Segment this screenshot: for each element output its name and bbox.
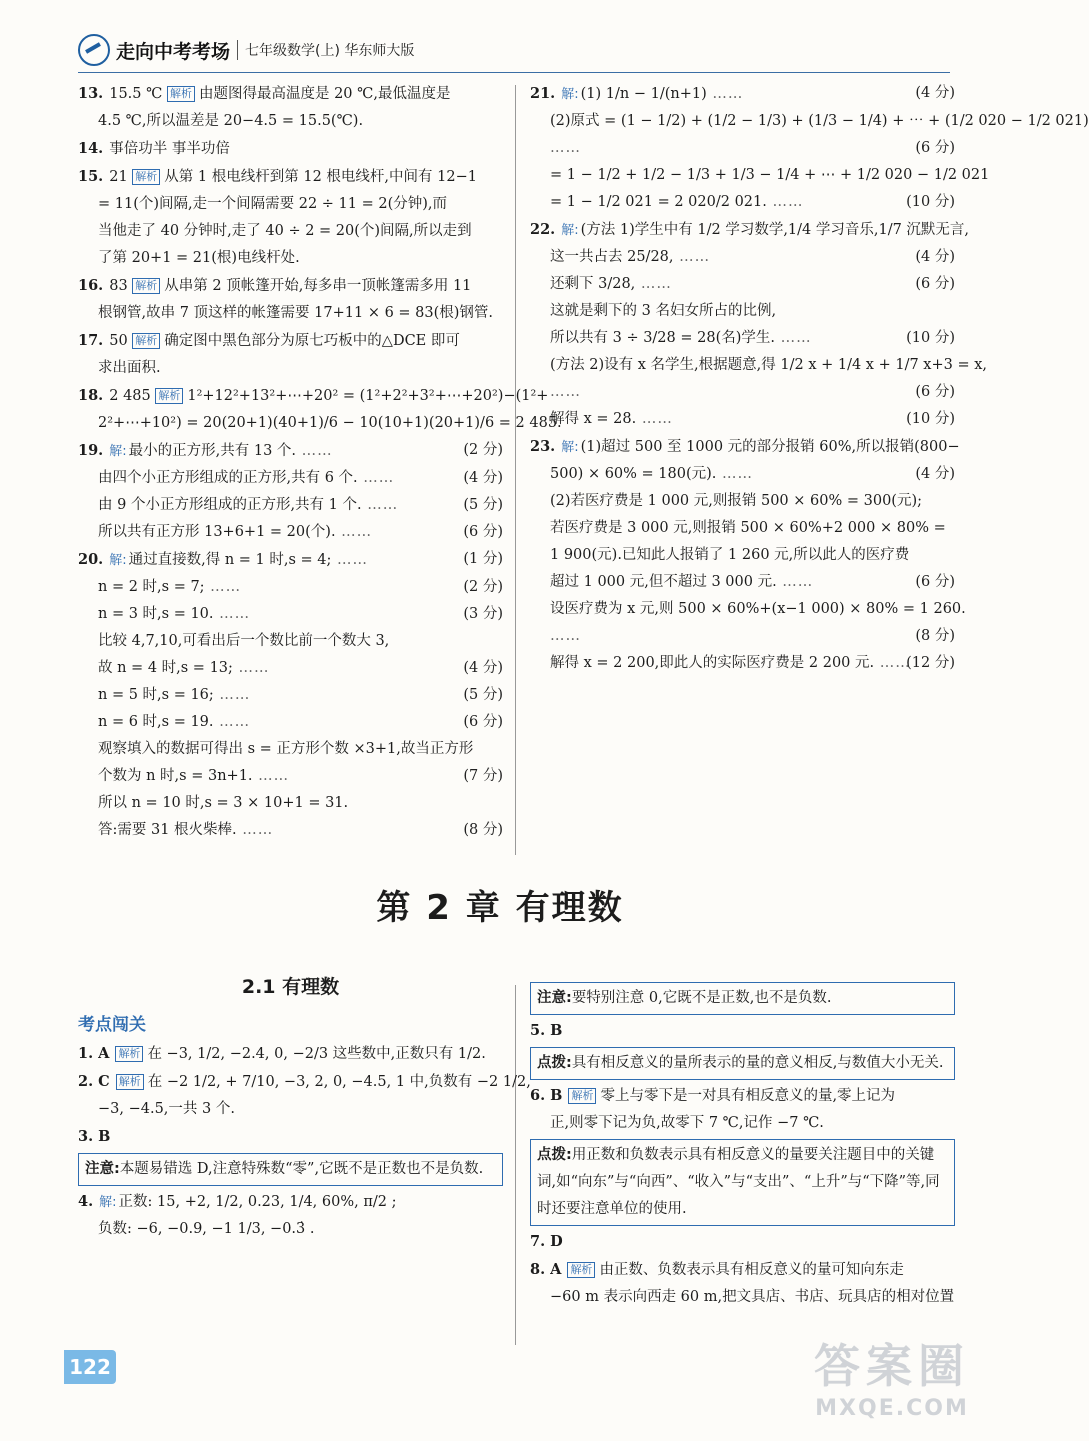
answer-line [78, 736, 503, 763]
answer-line [78, 1123, 503, 1151]
note-box [530, 982, 955, 1015]
answer-text: 2²+⋯+10²) = 20(20+1)(40+1)/6 − 10(10+1)(20+1)/6 = 2 485. [98, 415, 562, 431]
note-box [78, 1153, 503, 1186]
question-number: 3. B [78, 1128, 111, 1145]
score-label: (8 分) [915, 628, 955, 644]
leader-dots: …… [673, 249, 711, 265]
score-label: (3 分) [463, 606, 503, 622]
leader-dots: …… [716, 466, 754, 482]
score-label: (6 分) [463, 524, 503, 540]
answer-text: (2)若医疗费是 1 000 元,则报销 500 × 60% = 300(元); [550, 493, 923, 509]
column-divider-lower [515, 985, 516, 1345]
answer-line [78, 410, 562, 437]
answer-text: 设医疗费为 x 元,则 500 × 60%+(x−1 000) × 80% = 1 260. [550, 601, 966, 617]
answer-line [78, 300, 503, 327]
score-label: (4 分) [463, 470, 503, 486]
analysis-tag: 解析 [116, 1074, 144, 1090]
answer-text: 这一共占去 25/28, [550, 249, 674, 265]
question-number: 8. A [530, 1261, 562, 1278]
leader-dots: …… [776, 574, 814, 590]
question-number: 23. [530, 438, 556, 455]
answer-text: 4.5 ℃,所以温差是 20−4.5 = 15.5(℃). [98, 113, 364, 129]
answer-line [530, 406, 955, 433]
note-label: 注意: [537, 990, 572, 1006]
answer-line [78, 437, 503, 465]
score-label: (2 分) [463, 442, 503, 458]
answer-line [530, 325, 955, 352]
leader-dots: …… [550, 140, 581, 156]
answer-line [78, 763, 503, 790]
answer-text: 由 9 个小正方形组成的正方形,共有 1 个. [98, 497, 362, 513]
answer-line [530, 271, 955, 298]
answer-text: 1 900(元).已知此人报销了 1 260 元,所以此人的医疗费 [550, 547, 910, 563]
answer-line [78, 327, 503, 355]
analysis-tag: 解析 [132, 278, 160, 294]
answer-line [78, 163, 503, 191]
answer-line [530, 108, 1089, 135]
answer-text: = 1 − 1/2 + 1/2 − 1/3 + 1/3 − 1/4 + ⋯ + 1/2 020 − 1/2 021 [550, 167, 990, 183]
leader-dots: …… [766, 194, 804, 210]
watermark-logo [814, 1330, 970, 1421]
leader-dots: …… [331, 552, 369, 568]
note-text: 用正数和负数表示具有相反意义的量要关注题目中的关键词,如“向东”与“向西”、“收入”与“支出”、“上升”与“下降”等,同时还要注意单位的使用. [537, 1147, 940, 1217]
header-rule [78, 72, 950, 73]
leader-dots: …… [706, 86, 744, 102]
answer-line [78, 519, 503, 546]
score-label: (4 分) [915, 466, 955, 482]
answer-text: 最小的正方形,共有 13 个. [128, 443, 297, 459]
leader-dots: …… [775, 330, 812, 346]
answer-line [78, 655, 503, 682]
leader-dots: …… [213, 714, 251, 730]
answer-line [530, 569, 955, 596]
score-label: (6 分) [463, 714, 503, 730]
question-number: 2. C [78, 1073, 110, 1090]
answer-line [78, 135, 503, 163]
answer-line [530, 1110, 955, 1137]
answer-line [78, 601, 503, 628]
question-number: 14. [78, 140, 104, 157]
answer-text: (1) 1/n − 1/(n+1) [580, 86, 707, 102]
answer-text: 500) × 60% = 180(元). [550, 466, 717, 482]
question-number: 22. [530, 221, 556, 238]
answer-text-rest: 1²+12²+13²+⋯+20² = (1²+2²+3²+⋯+20²)−(1²+ [187, 388, 549, 404]
analysis-tag: 解析 [132, 333, 160, 349]
answer-line [78, 1040, 503, 1068]
solution-label: 解: [109, 553, 127, 568]
answer-line [78, 790, 503, 817]
answer-line [78, 709, 503, 736]
answer-line [530, 352, 988, 379]
answer-line [530, 515, 955, 542]
score-label: (6 分) [915, 140, 955, 156]
answer-text: 解得 x = 28. [550, 411, 637, 427]
score-label: (1 分) [463, 551, 503, 567]
answer-text: 所以共有正方形 13+6+1 = 20(个). [98, 524, 336, 540]
note-box [530, 1139, 955, 1226]
note-text: 具有相反意义的量所表示的量的意义相反,与数值大小无关. [571, 1055, 944, 1071]
column-divider [515, 85, 516, 855]
kaodian-heading: 考点闯关 [78, 1015, 146, 1035]
answers-left-column [78, 80, 562, 844]
answer-line [530, 135, 955, 162]
question-number: 1. A [78, 1045, 110, 1062]
answer-text: = 1 − 1/2 021 = 2 020/2 021. [550, 194, 767, 210]
leader-dots: …… [252, 768, 290, 784]
score-label: (8 分) [463, 822, 503, 838]
score-label: (7 分) [463, 768, 503, 784]
leader-dots: …… [874, 655, 911, 671]
answer-text: 21 [109, 169, 133, 185]
answer-text: n = 2 时,s = 7; [98, 579, 205, 595]
section-title: 2.1 有理数 [241, 976, 340, 998]
note-label: 点拨: [537, 1055, 572, 1071]
question-number: 5. B [530, 1022, 563, 1039]
answer-line [530, 1082, 955, 1110]
leader-dots: …… [636, 411, 673, 427]
solution-label: 解: [561, 87, 579, 102]
answer-text: 事倍功半 事半功倍 [109, 141, 230, 157]
chapter-title: 第 2 章 有理数 [376, 888, 624, 928]
leader-dots: …… [361, 497, 399, 513]
leader-dots: …… [550, 628, 581, 644]
answer-line [78, 80, 503, 108]
question-number: 4. [78, 1193, 94, 1210]
answer-text: 正数: 15, +2, 1/2, 0.23, 1/4, 60%, π/2 ; [118, 1194, 397, 1210]
score-label: (10 分) [906, 330, 955, 346]
answer-text: 由四个小正方形组成的正方形,共有 6 个. [98, 470, 358, 486]
score-label: (12 分) [906, 655, 955, 671]
score-label: (4 分) [915, 249, 955, 265]
answer-text: 故 n = 4 时,s = 13; [98, 660, 233, 676]
leader-dots: …… [335, 524, 373, 540]
answer-text: 在 −2 1/2, + 7/10, −3, 2, 0, −4.5, 1 中,负数有 −2 1/2, [147, 1074, 531, 1090]
leader-dots: …… [635, 276, 672, 292]
answer-text: 比较 4,7,10,可看出后一个数比前一个数大 3, [98, 633, 390, 649]
answer-line [530, 542, 955, 569]
answer-text: 正,则零下记为负,故零下 7 ℃,记作 −7 ℃. [550, 1115, 824, 1131]
book-title: 七年级数学(上) 华东师大版 [245, 43, 415, 59]
answer-text: = 11(个)间隔,走一个间隔需要 22 ÷ 11 = 2(分钟),而 [98, 196, 448, 212]
note-box [530, 1047, 955, 1080]
answer-text: 所以 n = 10 时,s = 3 × 10+1 = 31. [98, 795, 349, 811]
question-number: 20. [78, 551, 104, 568]
answer-line [78, 492, 503, 519]
leader-dots: …… [236, 822, 274, 838]
question-number: 13. [78, 85, 104, 102]
answer-text: 还剩下 3/28, [550, 276, 636, 292]
note-label: 点拨: [537, 1147, 572, 1163]
answers-right-column [530, 80, 1089, 677]
analysis-tag: 解析 [115, 1046, 143, 1062]
answer-line [530, 189, 955, 216]
brand-name: 走向中考考场 [116, 40, 231, 63]
answer-text: 83 [109, 278, 133, 294]
score-label: (6 分) [915, 276, 955, 292]
answer-line [78, 628, 503, 655]
answer-line [78, 1188, 503, 1216]
analysis-tag: 解析 [132, 169, 160, 185]
answer-text: 所以共有 3 ÷ 3/28 = 28(名)学生. [550, 330, 776, 346]
leader-dots: …… [213, 606, 251, 622]
score-label: (6 分) [915, 384, 955, 400]
score-label: (6 分) [915, 574, 955, 590]
header-divider [237, 40, 238, 60]
question-number: 21. [530, 85, 556, 102]
question-number: 7. D [530, 1233, 563, 1250]
question-number: 15. [78, 168, 104, 185]
answer-line [78, 574, 503, 601]
answer-text: 个数为 n 时,s = 3n+1. [98, 768, 253, 784]
answer-text: 根钢管,故串 7 顶这样的帐篷需要 17+11 × 6 = 83(根)钢管. [98, 305, 494, 321]
answer-text: 答:需要 31 根火柴棒. [98, 822, 237, 838]
question-number: 17. [78, 332, 104, 349]
page-header [78, 30, 414, 70]
score-label: (2 分) [463, 579, 503, 595]
page-number: 122 [64, 1350, 116, 1384]
answer-line [78, 1068, 531, 1096]
answer-line [530, 1284, 955, 1311]
analysis-tag: 解析 [568, 1088, 596, 1104]
answer-line [78, 465, 503, 492]
score-label: (4 分) [915, 85, 955, 101]
answer-text: 2 485 [109, 388, 156, 404]
answer-text: 了第 20+1 = 21(根)电线杆处. [98, 250, 300, 266]
answer-line [78, 191, 503, 218]
note-label: 注意: [85, 1161, 120, 1177]
answer-text: 这就是剩下的 3 名妇女所占的比例, [550, 303, 777, 319]
answer-text: n = 3 时,s = 10. [98, 606, 214, 622]
answer-line [530, 650, 955, 677]
answer-line [530, 1256, 955, 1284]
answer-line [530, 1017, 955, 1045]
question-number: 19. [78, 442, 104, 459]
score-label: (5 分) [463, 687, 503, 703]
answer-line [530, 80, 955, 108]
answer-line [78, 108, 503, 135]
answer-line [78, 355, 503, 382]
answer-line [530, 216, 970, 244]
answer-line [530, 162, 990, 189]
answer-line [78, 272, 503, 300]
analysis-tag: 解析 [167, 86, 195, 102]
answer-line [78, 218, 503, 245]
answer-text-rest: 从串第 2 顶帐篷开始,每多串一顶帐篷需多用 11 [164, 278, 472, 294]
answer-text: 超过 1 000 元,但不超过 3 000 元. [550, 574, 777, 590]
answer-text: 15.5 ℃ [109, 86, 167, 102]
answer-line [78, 245, 503, 272]
leader-dots: …… [550, 384, 581, 400]
answer-line [530, 379, 955, 406]
leader-dots: …… [232, 660, 270, 676]
answer-text: 观察填入的数据可得出 s = 正方形个数 ×3+1,故当正方形 [98, 741, 474, 757]
score-label: (10 分) [906, 411, 955, 427]
answer-line [78, 817, 503, 844]
answer-text: n = 5 时,s = 16; [98, 687, 214, 703]
score-label: (4 分) [463, 660, 503, 676]
answer-text: 零上与零下是一对具有相反意义的量,零上记为 [600, 1088, 896, 1104]
solution-label: 解: [109, 444, 127, 459]
answer-text: (1)超过 500 至 1000 元的部分报销 60%,所以报销(800− [580, 439, 960, 455]
solution-label: 解: [99, 1195, 117, 1210]
answer-line [530, 461, 955, 488]
leader-dots: …… [204, 579, 242, 595]
watermark-main: 答案圈 [814, 1339, 970, 1393]
answer-text: 通过直接数,得 n = 1 时,s = 4; [128, 552, 332, 568]
answer-text: 50 [109, 333, 133, 349]
answer-text: 由正数、负数表示具有相反意义的量可知向东走 [599, 1262, 904, 1278]
answer-line [530, 1228, 955, 1256]
answer-text: 负数: −6, −0.9, −1 1/3, −0.3̇ . [98, 1221, 315, 1237]
solution-label: 解: [561, 223, 579, 238]
answer-line [530, 298, 955, 325]
answer-text: −3, −4.5,一共 3 个. [98, 1101, 235, 1117]
solution-label: 解: [561, 440, 579, 455]
section-left-column [78, 1040, 531, 1243]
note-text: 要特别注意 0,它既不是正数,也不是负数. [571, 990, 832, 1006]
leader-dots: …… [296, 443, 333, 459]
answer-text: 当他走了 40 分钟时,走了 40 ÷ 2 = 20(个)间隔,所以走到 [98, 223, 472, 239]
answer-text: 在 −3, 1/2, −2.4, 0, −2/3 这些数中,正数只有 1/2. [147, 1046, 486, 1062]
answer-text-rest: 确定图中黑色部分为原七巧板中的△DCE 即可 [164, 333, 460, 349]
answer-line [78, 1216, 503, 1243]
question-number: 6. B [530, 1087, 563, 1104]
answer-line [530, 488, 955, 515]
answer-text: (2)原式 = (1 − 1/2) + (1/2 − 1/3) + (1/3 − 1/4) + ⋯ + (1/2 020 − 1/2 021) [550, 113, 1089, 129]
section-right-column [530, 980, 955, 1311]
answer-text: (方法 1)学生中有 1/2 学习数学,1/4 学习音乐,1/7 沉默无言, [580, 222, 970, 238]
answer-text: 若医疗费是 3 000 元,则报销 500 × 60%+2 000 × 80% = [550, 520, 946, 536]
question-number: 16. [78, 277, 104, 294]
answer-line [78, 682, 503, 709]
answer-text: 解得 x = 2 200,即此人的实际医疗费是 2 200 元. [550, 655, 875, 671]
leader-dots: …… [213, 687, 251, 703]
answer-text: 求出面积. [98, 360, 161, 376]
answer-line [78, 382, 549, 410]
note-text: 本题易错选 D,注意特殊数“零”,它既不是正数也不是负数. [119, 1161, 484, 1177]
answer-text-rest: 由题图得最高温度是 20 ℃,最低温度是 [198, 86, 451, 102]
answer-text: −60 m 表示向西走 60 m,把文具店、书店、玩具店的相对位置 [550, 1289, 955, 1305]
answer-text: (方法 2)设有 x 名学生,根据题意,得 1/2 x + 1/4 x + 1/7 x+3 = x, [550, 357, 988, 373]
leader-dots: …… [357, 470, 395, 486]
answer-line [530, 596, 966, 623]
question-number: 18. [78, 387, 104, 404]
answer-line [530, 623, 955, 650]
answer-line [78, 1096, 503, 1123]
score-label: (10 分) [906, 194, 955, 210]
analysis-tag: 解析 [155, 388, 183, 404]
answer-line [78, 546, 503, 574]
analysis-tag: 解析 [567, 1262, 595, 1278]
answer-text: n = 6 时,s = 19. [98, 714, 214, 730]
logo-icon [78, 34, 110, 66]
answer-line [530, 433, 960, 461]
answer-text-rest: 从第 1 根电线杆到第 12 根电线杆,中间有 12−1 [164, 169, 477, 185]
score-label: (5 分) [463, 497, 503, 513]
answer-line [530, 244, 955, 271]
watermark-sub: MXQE.COM [815, 1396, 969, 1421]
